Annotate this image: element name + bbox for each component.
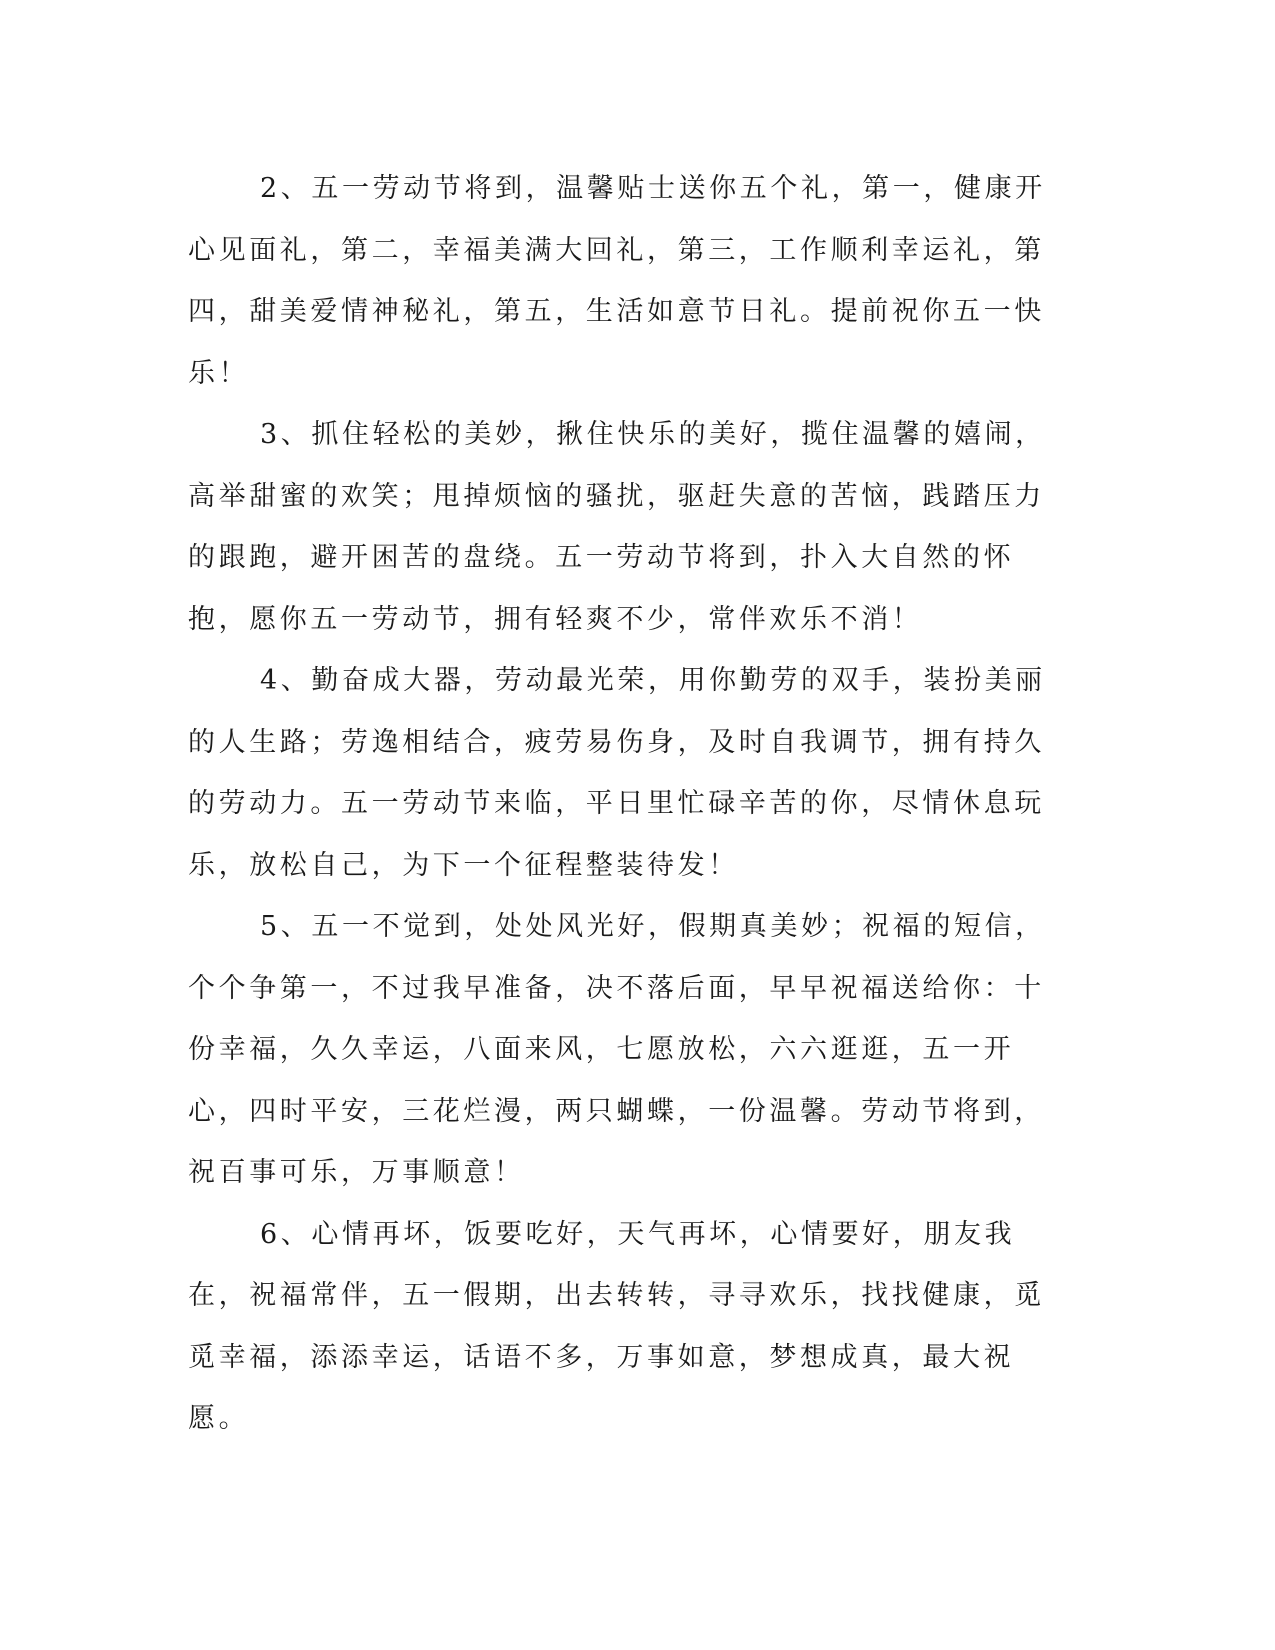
paragraph-2: 2、五一劳动节将到，温馨贴士送你五个礼，第一，健康开心见面礼，第二，幸福美满大回礼，第三，工作顺利幸运礼，第四，甜美爱情神秘礼，第五，生活如意节日礼。提前祝你五一快乐！ [188,173,1046,389]
paragraph-6: 6、心情再坏，饭要吃好，天气再坏，心情要好，朋友我在，祝福常伴，五一假期，出去转转，寻寻欢乐，找找健康，觅觅幸福，添添幸运，话语不多，万事如意，梦想成真，最大祝愿。 [188,1218,1045,1434]
document-body [188,158,1052,1450]
paragraph-3: 3、抓住轻松的美妙，揪住快乐的美好，揽住温馨的嬉闹，高举甜蜜的欢笑；甩掉烦恼的骚扰，驱赶失意的苦恼，践踏压力的跟跑，避开困苦的盘绕。五一劳动节将到，扑入大自然的怀抱，愿你五一劳动节，拥有轻爽不少，常伴欢乐不消！ [188,419,1046,635]
paragraph-5: 5、五一不觉到，处处风光好，假期真美妙；祝福的短信，个个争第一，不过我早准备，决不落后面，早早祝福送给你：十份幸福，久久幸运，八面来风，七愿放松，六六逛逛，五一开心，四时平安，三花烂漫，两只蝴蝶，一份温馨。劳动节将到，祝百事可乐，万事顺意！ [188,911,1046,1188]
paragraph-4: 4、勤奋成大器，劳动最光荣，用你勤劳的双手，装扮美丽的人生路；劳逸相结合，疲劳易伤身，及时自我调节，拥有持久的劳动力。五一劳动节来临，平日里忙碌辛苦的你，尽情休息玩乐，放松自己，为下一个征程整装待发！ [188,665,1046,881]
